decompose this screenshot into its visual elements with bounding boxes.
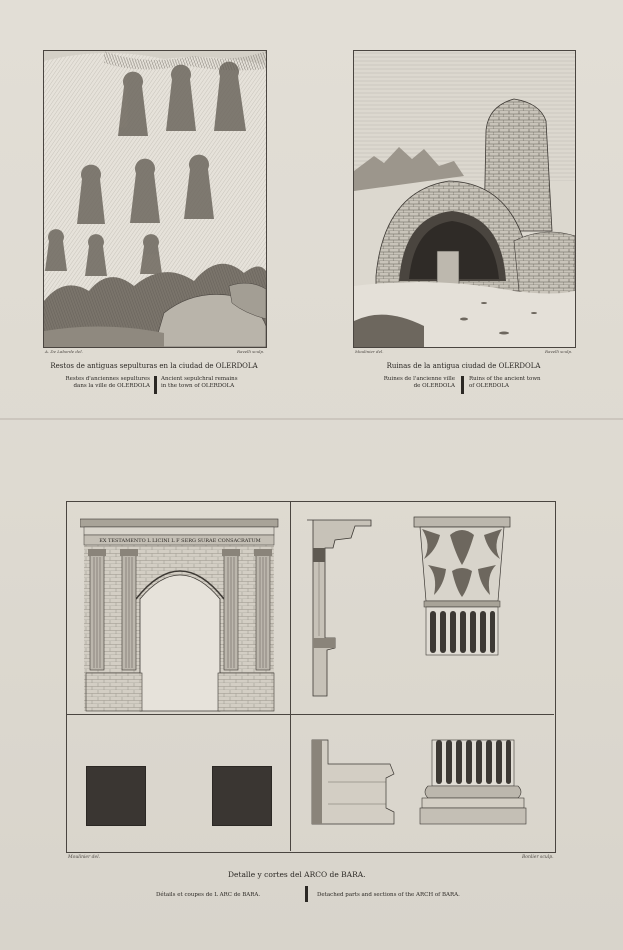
arch-elevation-drawing [80, 515, 280, 715]
caption-divider [154, 376, 157, 394]
olerdola-tombs-engraving [43, 50, 267, 348]
right-plate-caption-french [362, 376, 455, 390]
base-profile-drawing [306, 738, 398, 828]
caption-divider [461, 376, 464, 394]
right-plate-engraver-credit: Ravelli sculp. [545, 349, 573, 354]
arch-plate-caption-french: Détails et coupes de L ARC de BARA. [156, 892, 261, 898]
left-plate-title: Restos de antiguas sepulturas en la ciudad de OLERDOLA [50, 362, 258, 370]
right-plate-caption-french-line2: de OLERDOLA [413, 383, 455, 389]
corinthian-capital-drawing [410, 515, 515, 660]
right-plate-caption-french-line1: Ruines de l'ancienne ville [383, 376, 455, 382]
right-plate-artist-credit: Moulinier del. [355, 349, 384, 354]
left-plate-caption-french-line1: Restes d'anciennes sepultures [65, 376, 150, 382]
right-plate-title: Ruinas de la antigua ciudad de OLERDOLA [386, 362, 541, 370]
olerdola-ruins-engraving [353, 50, 576, 348]
left-plate-artist-credit: A. De Laborde del. [45, 349, 83, 354]
paper-fold-line [0, 418, 623, 420]
left-plate-caption-french-line2: dans la ville de OLERDOLA [73, 383, 150, 389]
right-plate-caption-english-line1: Ruins of the ancient town [469, 376, 541, 382]
column-base-drawing [418, 738, 528, 828]
arch-plate-title: Detalle y cortes del ARCO de BARA. [228, 870, 366, 879]
pier-section-left [86, 766, 146, 826]
caption-divider [305, 886, 308, 902]
plate-grid-divider [290, 501, 291, 851]
pier-section-right [212, 766, 272, 826]
left-plate-caption-english-line1: Ancient sepulchral remains [161, 376, 238, 382]
arch-plate-caption-english: Detached parts and sections of the ARCH of BARA. [317, 892, 460, 898]
left-plate-engraver-credit: Ravelli sculp. [237, 349, 265, 354]
right-plate-caption-english [469, 376, 541, 390]
entablature-profile-drawing [305, 518, 375, 698]
left-plate-caption-english-line2: in the town of OLERDOLA [161, 383, 235, 389]
right-plate-caption-english-line2: of OLERDOLA [469, 383, 509, 389]
left-plate-caption-english [161, 376, 238, 390]
arch-engraver-credit: Bonlier sculp. [522, 855, 554, 860]
arch-inscription: EX TESTAMENTO L LICINI L F SERG SURAE CONSACRATUM [99, 538, 261, 544]
arch-artist-credit: Moulinier del. [68, 855, 101, 860]
left-plate-caption-french [60, 376, 150, 390]
